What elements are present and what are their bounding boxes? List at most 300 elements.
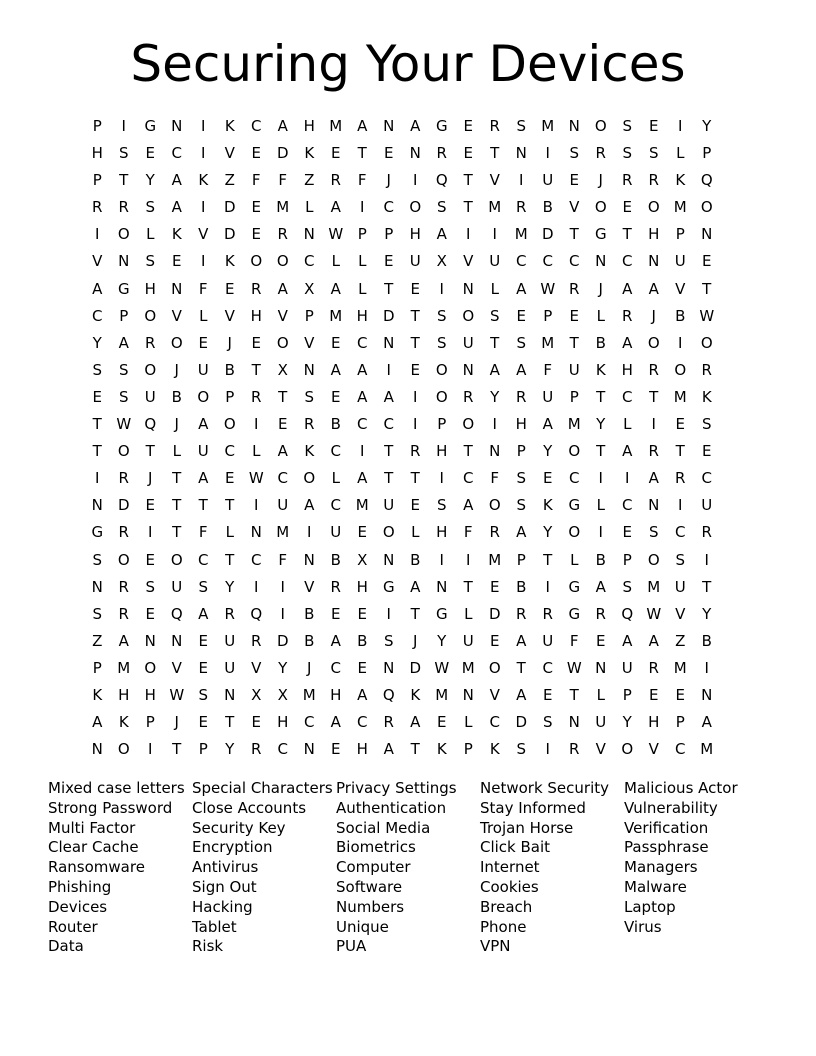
grid-letter: E: [331, 387, 341, 406]
grid-row: [84, 384, 720, 411]
grid-letter: C: [569, 252, 580, 271]
grid-letter: D: [276, 144, 289, 163]
grid-letter: I: [254, 577, 259, 596]
grid-letter: A: [648, 279, 659, 298]
grid-letter: J: [174, 713, 179, 732]
grid-letter: K: [171, 225, 182, 244]
grid-letter: E: [357, 604, 367, 623]
grid-letter: R: [542, 604, 553, 623]
grid-letter: N: [436, 577, 448, 596]
grid-letter: I: [678, 117, 683, 135]
grid-letter: G: [568, 604, 581, 623]
grid-letter: L: [570, 550, 579, 569]
word-item: Mixed case letters: [48, 779, 185, 797]
grid-letter: A: [410, 713, 421, 732]
grid-letter: B: [330, 550, 341, 569]
word-item: Click Bait: [480, 838, 551, 857]
grid-letter: A: [357, 469, 368, 488]
grid-letter: V: [304, 333, 315, 352]
grid-letter: R: [383, 713, 394, 732]
grid-letter: U: [701, 496, 713, 515]
grid-letter: O: [488, 658, 501, 677]
grid-letter: Y: [490, 387, 500, 406]
grid-letter: Q: [250, 604, 263, 623]
grid-letter: O: [700, 198, 713, 217]
grid-letter: T: [410, 469, 420, 488]
grid-row: [84, 438, 720, 465]
grid-letter: K: [542, 496, 553, 515]
grid-letter: E: [198, 658, 208, 677]
grid-letter: C: [304, 713, 315, 732]
grid-letter: H: [436, 442, 448, 461]
grid-letter: E: [702, 442, 712, 461]
grid-letter: C: [357, 415, 368, 434]
grid-letter: C: [542, 658, 553, 677]
word-column: [624, 779, 768, 957]
grid-letter: R: [118, 523, 129, 542]
grid-letter: R: [648, 171, 659, 190]
grid-letter: V: [92, 252, 103, 271]
grid-letter: A: [383, 387, 394, 406]
grid-letter: O: [568, 442, 581, 461]
grid-letter: E: [92, 387, 102, 406]
grid-letter: R: [489, 523, 500, 542]
grid-letter: O: [223, 415, 236, 434]
word-item: Laptop: [624, 897, 676, 916]
grid-letter: N: [701, 225, 713, 244]
grid-letter: I: [413, 171, 418, 190]
grid-letter: R: [410, 442, 421, 461]
grid-letter: A: [410, 117, 421, 135]
word-item: VPN: [480, 937, 511, 956]
grid-letter: O: [144, 658, 157, 677]
grid-letter: O: [117, 740, 130, 759]
word-item: Ransomware: [48, 858, 145, 877]
grid-letter: N: [303, 225, 315, 244]
word-item: Passphrase: [624, 838, 709, 857]
grid-letter: G: [568, 577, 581, 596]
grid-letter: C: [516, 252, 527, 271]
grid-letter: T: [92, 415, 102, 434]
grid-letter: M: [276, 523, 290, 542]
grid-letter: T: [278, 387, 288, 406]
grid-letter: N: [303, 550, 315, 569]
grid-letter: M: [355, 496, 369, 515]
word-column: [336, 779, 480, 957]
grid-letter: I: [545, 740, 550, 759]
grid-letter: O: [409, 198, 422, 217]
grid-letter: C: [622, 496, 633, 515]
grid-letter: M: [514, 225, 528, 244]
grid-letter: T: [463, 577, 473, 596]
grid-letter: N: [118, 252, 130, 271]
grid-letter: C: [569, 469, 580, 488]
grid-letter: I: [704, 550, 709, 569]
grid-letter: P: [702, 144, 712, 163]
grid-letter: G: [435, 604, 448, 623]
grid-letter: W: [434, 658, 450, 677]
grid-letter: M: [329, 117, 343, 135]
grid-letter: T: [225, 713, 235, 732]
word-item: Router: [48, 917, 98, 936]
grid-letter: I: [95, 469, 100, 488]
grid-letter: F: [251, 171, 261, 190]
grid-letter: I: [466, 550, 471, 569]
grid-letter: E: [622, 523, 632, 542]
grid-letter: I: [386, 604, 391, 623]
grid-letter: T: [225, 550, 235, 569]
grid-letter: T: [410, 740, 420, 759]
grid-letter: V: [675, 279, 686, 298]
grid-letter: F: [278, 171, 288, 190]
word-item: PUA: [336, 937, 367, 956]
grid-letter: T: [516, 658, 526, 677]
grid-letter: S: [569, 144, 580, 163]
grid-letter: O: [647, 550, 660, 569]
grid-letter: N: [303, 740, 315, 759]
grid-letter: O: [382, 523, 395, 542]
grid-letter: B: [357, 631, 368, 650]
grid-letter: O: [462, 415, 475, 434]
grid-letter: I: [201, 117, 206, 135]
page-title: Securing Your Devices: [130, 35, 686, 93]
grid-letter: K: [92, 685, 103, 704]
grid-letter: L: [172, 442, 181, 461]
grid-letter: G: [594, 225, 607, 244]
grid-letter: S: [118, 387, 129, 406]
grid-letter: D: [409, 658, 422, 677]
word-item: Trojan Horse: [480, 818, 574, 837]
grid-letter: V: [224, 306, 235, 325]
grid-letter: A: [622, 631, 633, 650]
grid-letter: T: [649, 387, 659, 406]
grid-letter: T: [596, 442, 606, 461]
grid-letter: V: [489, 685, 500, 704]
grid-letter: T: [172, 469, 182, 488]
grid-letter: N: [91, 577, 103, 596]
grid-letter: A: [330, 198, 341, 217]
grid-letter: H: [515, 415, 527, 434]
grid-letter: S: [516, 333, 527, 352]
grid-letter: C: [198, 550, 209, 569]
grid-row: [84, 601, 720, 628]
grid-letter: D: [515, 713, 528, 732]
grid-row: [84, 547, 720, 574]
grid-letter: U: [621, 658, 633, 677]
word-item: Computer: [336, 858, 411, 877]
grid-letter: U: [144, 387, 156, 406]
word-item: Close Accounts: [192, 798, 307, 817]
grid-letter: H: [356, 577, 368, 596]
word-item: Virus: [624, 917, 662, 936]
grid-letter: D: [276, 631, 289, 650]
grid-letter: E: [251, 225, 261, 244]
grid-letter: T: [463, 171, 473, 190]
grid-letter: L: [464, 604, 473, 623]
grid-letter: U: [197, 360, 209, 379]
grid-letter: V: [648, 740, 659, 759]
grid-letter: A: [198, 604, 209, 623]
grid-letter: B: [330, 415, 341, 434]
grid-letter: E: [278, 415, 288, 434]
grid-letter: E: [198, 713, 208, 732]
word-item: Internet: [480, 858, 540, 877]
grid-letter: S: [436, 333, 447, 352]
word-column: [480, 779, 624, 957]
grid-letter: N: [462, 360, 474, 379]
grid-letter: S: [304, 387, 315, 406]
grid-letter: M: [329, 306, 343, 325]
grid-letter: A: [171, 171, 182, 190]
grid-letter: E: [198, 333, 208, 352]
grid-letter: I: [466, 225, 471, 244]
grid-letter: R: [277, 225, 288, 244]
grid-letter: Y: [278, 658, 288, 677]
grid-letter: N: [91, 496, 103, 515]
grid-letter: T: [410, 306, 420, 325]
grid-letter: X: [251, 685, 262, 704]
grid-letter: S: [436, 306, 447, 325]
grid-letter: Q: [144, 415, 157, 434]
grid-row: [84, 655, 720, 682]
grid-letter: G: [144, 117, 157, 135]
grid-letter: Y: [702, 604, 712, 623]
word-item: Sign Out: [192, 877, 257, 896]
grid-letter: P: [92, 658, 102, 677]
grid-letter: I: [201, 144, 206, 163]
grid-letter: Z: [304, 171, 315, 190]
grid-letter: Y: [543, 442, 553, 461]
grid-letter: H: [91, 144, 103, 163]
grid-letter: H: [356, 740, 368, 759]
word-item: Social Media: [336, 818, 431, 837]
grid-letter: N: [595, 658, 607, 677]
grid-letter: F: [198, 279, 208, 298]
grid-letter: L: [358, 252, 367, 271]
grid-letter: U: [409, 252, 421, 271]
grid-row: [84, 736, 720, 763]
grid-letter: L: [676, 144, 685, 163]
grid-letter: K: [595, 360, 606, 379]
grid-letter: A: [198, 415, 209, 434]
word-item: Breach: [480, 897, 533, 916]
grid-letter: L: [331, 252, 340, 271]
grid-letter: B: [595, 333, 606, 352]
grid-letter: X: [436, 252, 447, 271]
grid-letter: P: [357, 225, 367, 244]
grid-letter: I: [678, 496, 683, 515]
grid-letter: E: [490, 631, 500, 650]
grid-letter: T: [410, 604, 420, 623]
grid-row: [84, 519, 720, 546]
grid-letter: H: [303, 117, 315, 135]
grid-letter: A: [489, 360, 500, 379]
grid-letter: A: [357, 685, 368, 704]
grid-letter: U: [674, 577, 686, 596]
grid-letter: O: [276, 252, 289, 271]
grid-letter: U: [330, 523, 342, 542]
grid-letter: H: [648, 225, 660, 244]
grid-letter: K: [304, 442, 315, 461]
grid-letter: N: [250, 523, 262, 542]
grid-letter: P: [516, 442, 526, 461]
grid-letter: E: [145, 144, 155, 163]
grid-letter: N: [701, 685, 713, 704]
grid-letter: D: [382, 306, 395, 325]
grid-letter: R: [304, 415, 315, 434]
grid-letter: X: [304, 279, 315, 298]
grid-letter: N: [144, 631, 156, 650]
grid-row: [84, 221, 720, 248]
grid-letter: T: [622, 225, 632, 244]
grid-letter: R: [516, 198, 527, 217]
grid-letter: E: [675, 685, 685, 704]
grid-letter: Q: [435, 171, 448, 190]
grid-letter: C: [463, 469, 474, 488]
grid-letter: E: [251, 144, 261, 163]
grid-letter: A: [595, 577, 606, 596]
grid-letter: A: [463, 496, 474, 515]
grid-letter: D: [223, 225, 236, 244]
grid-letter: E: [172, 252, 182, 271]
grid-letter: H: [330, 685, 342, 704]
grid-letter: P: [675, 713, 685, 732]
grid-letter: D: [117, 496, 130, 515]
grid-letter: L: [596, 306, 605, 325]
grid-letter: R: [675, 469, 686, 488]
grid-letter: P: [622, 685, 632, 704]
grid-letter: O: [647, 198, 660, 217]
grid-letter: B: [304, 604, 315, 623]
grid-letter: F: [198, 523, 208, 542]
grid-letter: L: [464, 713, 473, 732]
grid-letter: K: [304, 144, 315, 163]
grid-letter: E: [569, 306, 579, 325]
word-item: Authentication: [336, 798, 447, 817]
grid-letter: I: [598, 469, 603, 488]
grid-letter: E: [331, 144, 341, 163]
grid-row: [84, 113, 720, 140]
grid-letter: K: [224, 252, 235, 271]
grid-letter: A: [622, 279, 633, 298]
grid-letter: S: [675, 550, 686, 569]
grid-letter: A: [277, 279, 288, 298]
grid-letter: M: [673, 387, 687, 406]
grid-letter: I: [254, 415, 259, 434]
grid-letter: A: [92, 713, 103, 732]
grid-letter: E: [331, 604, 341, 623]
grid-letter: S: [516, 740, 527, 759]
grid-letter: A: [330, 631, 341, 650]
grid-letter: J: [174, 360, 179, 379]
grid-letter: A: [648, 631, 659, 650]
grid-letter: A: [330, 713, 341, 732]
grid-letter: L: [305, 198, 314, 217]
grid-letter: G: [91, 523, 104, 542]
grid-letter: E: [225, 279, 235, 298]
grid-letter: O: [303, 469, 316, 488]
grid-row: [84, 574, 720, 601]
grid-letter: I: [678, 333, 683, 352]
grid-letter: E: [225, 469, 235, 488]
grid-row: [84, 682, 720, 709]
grid-letter: B: [410, 550, 421, 569]
grid-letter: T: [92, 442, 102, 461]
grid-letter: E: [251, 333, 261, 352]
grid-row: [84, 167, 720, 194]
grid-letter: M: [488, 550, 502, 569]
grid-letter: Q: [621, 604, 634, 623]
grid-letter: C: [675, 523, 686, 542]
grid-letter: P: [92, 171, 102, 190]
grid-letter: A: [357, 117, 368, 135]
grid-letter: E: [649, 685, 659, 704]
grid-letter: N: [568, 713, 580, 732]
grid-letter: B: [516, 577, 527, 596]
grid-letter: N: [383, 658, 395, 677]
grid-letter: E: [410, 360, 420, 379]
grid-letter: R: [595, 604, 606, 623]
grid-letter: Z: [92, 631, 103, 650]
grid-row: [84, 248, 720, 275]
grid-letter: L: [252, 442, 261, 461]
grid-letter: M: [673, 198, 687, 217]
grid-letter: E: [384, 252, 394, 271]
grid-letter: X: [277, 360, 288, 379]
grid-letter: O: [144, 306, 157, 325]
grid-letter: A: [622, 333, 633, 352]
grid-letter: B: [595, 550, 606, 569]
grid-letter: C: [675, 740, 686, 759]
grid-letter: E: [569, 171, 579, 190]
grid-letter: M: [700, 740, 714, 759]
grid-letter: P: [304, 306, 314, 325]
grid-letter: R: [701, 360, 712, 379]
grid-letter: A: [118, 631, 129, 650]
grid-letter: K: [675, 171, 686, 190]
grid-letter: T: [596, 387, 606, 406]
grid-letter: C: [622, 387, 633, 406]
grid-letter: R: [648, 658, 659, 677]
grid-letter: P: [516, 550, 526, 569]
grid-letter: B: [542, 198, 553, 217]
grid-letter: E: [331, 333, 341, 352]
grid-letter: E: [622, 198, 632, 217]
grid-letter: T: [675, 442, 685, 461]
grid-letter: V: [251, 658, 262, 677]
grid-letter: I: [360, 198, 365, 217]
grid-letter: I: [121, 117, 126, 135]
grid-letter: C: [383, 198, 394, 217]
grid-letter: O: [144, 360, 157, 379]
grid-letter: B: [171, 387, 182, 406]
grid-letter: J: [307, 658, 312, 677]
grid-letter: R: [622, 306, 633, 325]
grid-letter: H: [118, 685, 130, 704]
word-item: Multi Factor: [48, 818, 136, 837]
grid-letter: A: [277, 117, 288, 135]
grid-letter: A: [542, 415, 553, 434]
grid-letter: L: [623, 415, 632, 434]
grid-letter: T: [172, 496, 182, 515]
grid-letter: J: [651, 306, 656, 325]
grid-letter: K: [224, 117, 235, 135]
grid-letter: M: [276, 198, 290, 217]
grid-letter: K: [489, 740, 500, 759]
grid-letter: G: [117, 279, 130, 298]
grid-letter: I: [492, 225, 497, 244]
grid-letter: X: [277, 685, 288, 704]
